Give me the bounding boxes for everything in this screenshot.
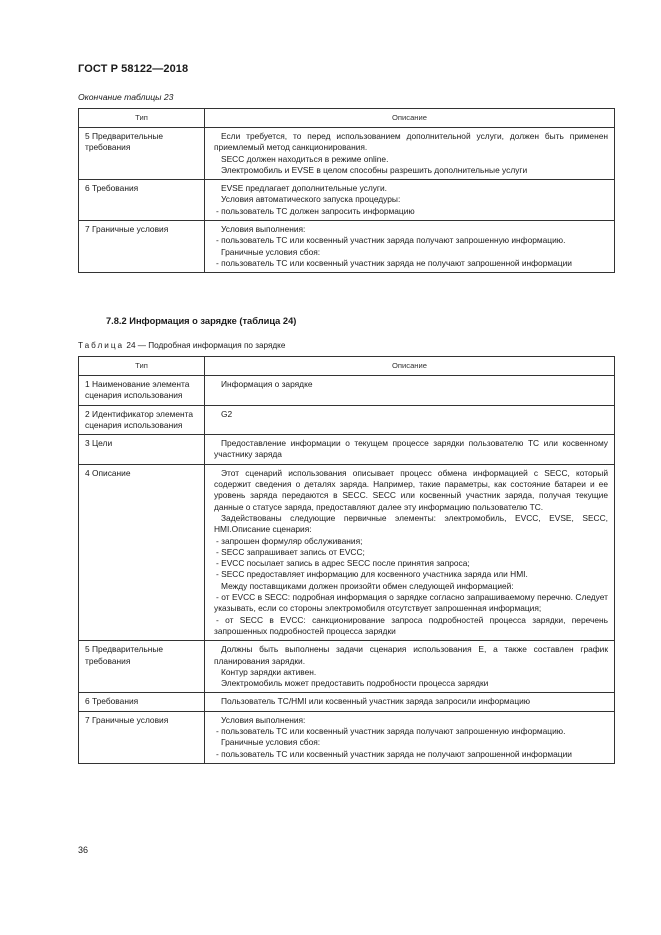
description-line: Электромобиль может предоставить подробности процесса зарядки	[221, 678, 489, 689]
table-row	[79, 405, 615, 435]
description-line: - SECC запрашивает запись от EVCC;	[216, 546, 365, 557]
row-type-cell: 1 Наименование элемента сценария использования	[79, 376, 205, 406]
description-line: - от EVCC в SECC: подробная информация о зарядке согласно запрашиваемому перечню. Следует указывать, если со стороны электромобиля отсутствует запрошенная информация;	[214, 592, 608, 614]
description-line: - EVCC посылает запись в адрес SECC после принятия запроса;	[216, 558, 470, 569]
description-line: G2	[221, 408, 233, 419]
row-type-cell: 4 Описание	[79, 464, 205, 640]
description-line: Электромобиль и EVSE в целом способны разрешить дополнительные услуги	[221, 164, 528, 175]
description-line: - запрошен формуляр обслуживания;	[216, 535, 363, 546]
table-header-row	[79, 357, 615, 376]
description-line: SECC должен находиться в режиме online.	[221, 153, 389, 164]
page-number: 36	[78, 845, 89, 855]
row-description-cell	[205, 693, 615, 711]
description-line: - пользователь ТС или косвенный участник заряда не получают запрошенной информации	[216, 748, 572, 759]
row-type-cell: 6 Требования	[79, 180, 205, 221]
description-line: - пользователь ТС или косвенный участник заряда не получают запрошенной информации	[216, 257, 572, 268]
row-type-cell: 7 Граничные условия	[79, 711, 205, 763]
description-line: - от SECC в EVCC: санкционирование запроса подробностей процесса зарядки, перечень запрошенных подробностей процесса зарядки	[214, 614, 608, 636]
description-line: Предоставление информации о текущем процессе зарядки пользователю ТС или косвенному участнику заряда	[214, 438, 608, 460]
description-line: - пользователь ТС или косвенный участник заряда получают запрошенную информацию.	[216, 726, 566, 737]
description-line: Пользователь ТС/HMI или косвенный участник заряда запросили информацию	[221, 696, 531, 707]
column-header-description: Описание	[205, 109, 615, 128]
row-description-cell	[205, 128, 615, 180]
row-description-cell	[205, 641, 615, 693]
description-line: Граничные условия сбоя:	[221, 737, 321, 748]
row-description-cell	[205, 376, 615, 406]
description-line: Задействованы следующие первичные элементы: электромобиль, EVCC, EVSE, SECC, HMI.Описание сценария:	[214, 512, 608, 535]
description-line: Должны быть выполнены задачи сценария использования E, а также составлен график планирования зарядки.	[214, 644, 608, 666]
description-line: - пользователь ТС или косвенный участник заряда получают запрошенную информацию.	[216, 235, 566, 246]
column-header-description: Описание	[205, 357, 615, 376]
table-row	[79, 180, 615, 221]
table-24	[78, 356, 615, 764]
table24-caption	[78, 341, 285, 350]
description-line: Условия выполнения:	[221, 714, 306, 725]
description-line: Контур зарядки активен.	[221, 666, 317, 677]
table-row	[79, 711, 615, 763]
row-description-cell	[205, 435, 615, 465]
description-line: Если требуется, то перед использованием дополнительной услуги, должен быть применен приемлемый метод санкционирования.	[214, 131, 608, 153]
description-line: - SECC предоставляет информацию для косвенного участника заряда или HMI.	[216, 569, 528, 580]
table-row	[79, 128, 615, 180]
table-row	[79, 376, 615, 406]
document-header: ГОСТ Р 58122—2018	[78, 63, 189, 75]
description-line: Граничные условия сбоя:	[221, 246, 321, 257]
row-type-cell: 6 Требования	[79, 693, 205, 711]
row-description-cell	[205, 711, 615, 763]
table-header-row	[79, 109, 615, 128]
description-line: EVSE предлагает дополнительные услуги.	[221, 183, 387, 194]
table-row	[79, 221, 615, 273]
row-type-cell: 5 Предварительные требования	[79, 641, 205, 693]
description-line: Между поставщиками должен произойти обмен следующей информацией:	[221, 580, 514, 591]
description-line: Информация о зарядке	[221, 379, 313, 389]
row-type-cell: 5 Предварительные требования	[79, 128, 205, 180]
description-line: - пользователь ТС должен запросить информацию	[216, 205, 415, 216]
row-description-cell	[205, 405, 615, 435]
table-caption-label: Таблица	[78, 341, 125, 350]
description-line: Этот сценарий использования описывает процесс обмена информацией с SECC, который содержит сведения о деталях заряда. Например, такие параметры, как состояние батареи и ее уровень заряда передаются в SECC. SECC или косвенный участник заряда, получая текущие данные о статусе заряда, предоставляют далее эту информацию пользователю ТС.	[214, 467, 608, 512]
table-row	[79, 464, 615, 640]
column-header-type: Тип	[79, 357, 205, 376]
description-line: Условия автоматического запуска процедуры:	[221, 194, 401, 205]
table-row	[79, 693, 615, 711]
row-description-cell	[205, 180, 615, 221]
table-23-continuation	[78, 108, 615, 273]
row-type-cell: 7 Граничные условия	[79, 221, 205, 273]
row-description-cell	[205, 464, 615, 640]
row-type-cell: 2 Идентификатор элемента сценария использования	[79, 405, 205, 435]
row-description-cell	[205, 221, 615, 273]
table-row	[79, 641, 615, 693]
row-type-cell: 3 Цели	[79, 435, 205, 465]
table-row	[79, 435, 615, 465]
description-line: Условия выполнения:	[221, 224, 306, 235]
table-caption-text: 24 — Подробная информация по зарядке	[126, 341, 286, 350]
table23-continuation-caption: Окончание таблицы 23	[78, 92, 174, 102]
column-header-type: Тип	[79, 109, 205, 128]
section-heading: 7.8.2 Информация о зарядке (таблица 24)	[106, 316, 297, 326]
